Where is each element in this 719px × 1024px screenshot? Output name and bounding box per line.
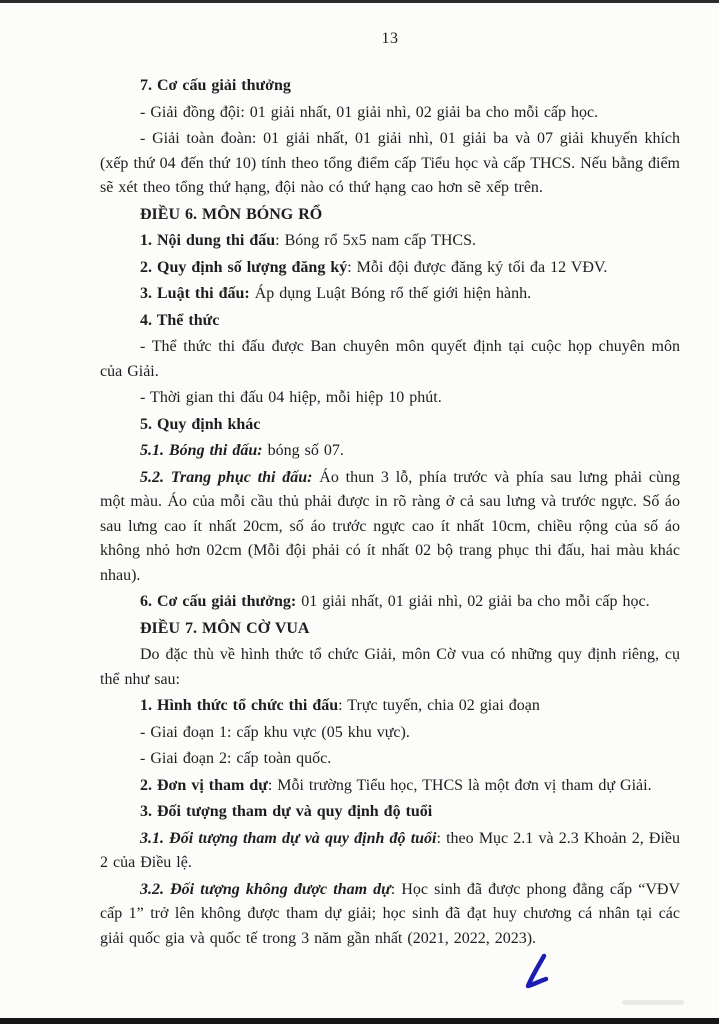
paragraph-text: - Giai đoạn 1: cấp khu vực (05 khu vực). (140, 723, 410, 741)
paragraph-lead: ĐIỀU 6. MÔN BÓNG RỔ (140, 205, 323, 223)
paragraph (100, 309, 680, 334)
paragraph (100, 800, 680, 825)
paragraph-lead: 4. Thể thức (140, 311, 220, 329)
paragraph-lead: ĐIỀU 7. MÔN CỜ VUA (140, 619, 310, 637)
paragraph-text: - Giải toàn đoàn: 01 giải nhất, 01 giải nhì, 01 giải ba và 07 giải khuyến khích (xếp thứ 04 đến thứ 10) tính theo tổng điểm cấp Tiểu học và cấp THCS. Nếu bằng điểm sẽ xét theo tổng thứ hạng, đội nào có thứ hạng cao hơn sẽ xếp trên. (100, 130, 680, 196)
paragraph-lead: 3. Luật thi đấu: (140, 285, 250, 302)
heading-article-6 (100, 203, 680, 228)
paragraph (100, 721, 680, 746)
pen-mark-icon (515, 952, 555, 1000)
paragraph-lead: 5. Quy định khác (140, 415, 261, 433)
heading-prize-structure (100, 74, 680, 99)
paragraph (100, 694, 680, 719)
document-body (100, 74, 680, 953)
pen-stroke (528, 956, 546, 986)
paragraph-lead: 5.2. Trang phục thi đấu: (140, 468, 313, 486)
paragraph-text: : Trực tuyến, chia 02 giai đoạn (338, 697, 540, 714)
paragraph-lead: 6. Cơ cấu giải thưởng: (140, 593, 297, 610)
page-number: 13 (381, 30, 399, 47)
paragraph-text: 01 giải nhất, 01 giải nhì, 02 giải ba cho mỗi cấp học. (296, 593, 650, 610)
scan-edge-bottom (0, 1018, 719, 1024)
paragraph-text: : theo Mục 2.1 và 2.3 Khoản 2, Điều 2 của Điều lệ. (100, 829, 680, 871)
paragraph-text: - Thể thức thi đấu được Ban chuyên môn quyết định tại cuộc họp chuyên môn của Giải. (100, 338, 680, 380)
paragraph-text: : Bóng rổ 5x5 nam cấp THCS. (275, 232, 476, 249)
paragraph-lead: 3.2. Đối tượng không được tham dự (140, 880, 391, 898)
paragraph (100, 282, 680, 307)
scan-smudge (622, 1000, 684, 1005)
paragraph (100, 386, 680, 411)
paragraph (100, 878, 680, 952)
paragraph (100, 590, 680, 615)
paragraph-lead: 2. Quy định số lượng đăng ký (140, 258, 348, 276)
paragraph (100, 335, 680, 384)
paragraph-text: : Mỗi trường Tiểu học, THCS là một đơn vị tham dự Giải. (267, 776, 652, 794)
paragraph-text: : Học sinh đã được phong đẳng cấp “VĐV cấp 1” trở lên không được tham dự giải; học sinh đã đạt huy chương cá nhân tại các giải quốc gia và quốc tế trong 3 năm gần nhất (2021, 2022, 2023). (100, 880, 680, 947)
paragraph-lead: 7. Cơ cấu giải thưởng (140, 77, 291, 94)
paragraph (100, 413, 680, 438)
paragraph-lead: 1. Nội dung thi đấu (140, 232, 276, 249)
paragraph-text: - Thời gian thi đấu 04 hiệp, mỗi hiệp 10 phút. (140, 389, 442, 406)
heading-article-7 (100, 617, 680, 642)
paragraph-lead: 2. Đơn vị tham dự (140, 776, 268, 794)
paragraph-text: bóng số 07. (262, 442, 344, 459)
paragraph-text: Áp dụng Luật Bóng rổ thế giới hiện hành. (249, 285, 532, 302)
paragraph-text: - Giai đoạn 2: cấp toàn quốc. (140, 750, 332, 767)
paragraph (100, 774, 680, 799)
paragraph-lead: 1. Hình thức tổ chức thi đấu (140, 697, 339, 714)
paragraph-lead: 5.1. Bóng thi đấu: (140, 442, 263, 459)
paragraph-text: : Mỗi đội được đăng ký tối đa 12 VĐV. (347, 258, 608, 276)
paragraph (100, 643, 680, 692)
paragraph (100, 747, 680, 772)
paragraph (100, 439, 680, 464)
paragraph (100, 101, 680, 126)
paragraph-lead: 3. Đối tượng tham dự và quy định độ tuổi (140, 803, 433, 820)
paragraph-lead: 3.1. Đối tượng tham dự và quy định độ tuổi (140, 829, 437, 847)
paragraph-text: - Giải đồng đội: 01 giải nhất, 01 giải nhì, 02 giải ba cho mỗi cấp học. (140, 103, 599, 121)
paragraph (100, 827, 680, 876)
paragraph (100, 466, 680, 589)
paragraph (100, 127, 680, 201)
paragraph (100, 256, 680, 281)
scan-edge-top (0, 0, 719, 3)
paragraph-text: Áo thun 3 lỗ, phía trước và phía sau lưng phải cùng một màu. Áo của mỗi cầu thủ phải được in rõ ràng ở cả sau lưng và trước ngực. Số áo sau lưng cao ít nhất 20cm, số áo trước ngực cao ít nhất 10cm, chiều rộng của số áo không nhỏ hơn 02cm (Mỗi đội phải có ít nhất 02 bộ trang phục thi đấu, hai màu khác nhau). (100, 468, 680, 584)
paragraph-text: Do đặc thù về hình thức tổ chức Giải, môn Cờ vua có những quy định riêng, cụ thể như sau: (100, 646, 680, 688)
paragraph (100, 229, 680, 254)
